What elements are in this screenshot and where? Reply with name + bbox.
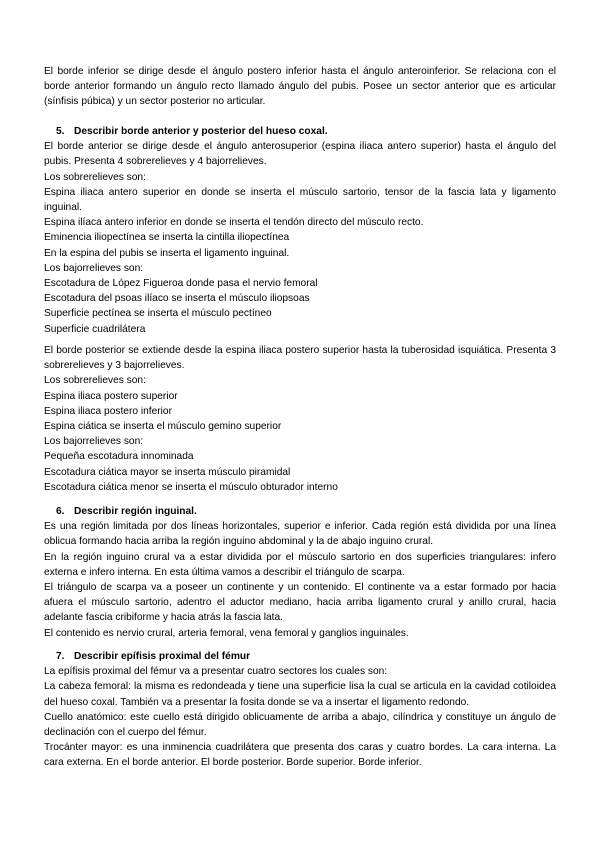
section-5-paragraph-2: El borde posterior se extiende desde la espina iliaca postero superior hasta la tuberosidad isquiática. Presenta 3 sobrerelieves y 3 bajorrelieves. (44, 345, 556, 372)
list-item: Pequeña escotadura innominada (44, 451, 194, 463)
section-6-number: 6. (56, 506, 65, 517)
section-7-paragraph-4: Trocánter mayor: es una inminencia cuadrilátera que presenta dos caras y cuatro bordes. La cara interna. La cara externa. En el borde anterior. El borde posterior. Borde superior. Borde inferior. (44, 742, 556, 769)
list-item: Espina iliaca postero inferior (44, 405, 172, 417)
list-item: Escotadura del psoas ilíaco se inserta el músculo iliopsoas (44, 293, 310, 305)
list-item: Escotadura ciática menor se inserta el músculo obturador interno (44, 481, 338, 493)
section-5-number: 5. (56, 126, 65, 137)
section-5-heading (44, 124, 556, 139)
list-item: Espina iliaca antero superior en donde se inserta el músculo sartorio, tensor de la fascia lata y ligamento inguinal. (44, 186, 556, 214)
section-7-paragraph-1: La epífisis proximal del fémur va a presentar cuatro sectores los cuales son: (44, 666, 388, 678)
section-6-paragraph-4: El contenido es nervio crural, arteria femoral, vena femoral y ganglios inguinales. (44, 627, 409, 639)
section-7-number: 7. (56, 651, 65, 662)
list-item: Espina ilíaca antero inferior en donde se inserta el tendón directo del músculo recto. (44, 217, 424, 229)
sobrerelieves-label: Los sobrerelieves son: (44, 375, 146, 387)
list-item: Escotadura de López Figueroa donde pasa el nervio femoral (44, 278, 318, 290)
section-7-title: Describir epífisis proximal del fémur (74, 651, 251, 662)
list-item: Eminencia iliopectínea se inserta la cintilla iliopectínea (44, 232, 290, 244)
section-6-paragraph-2: En la región inguino crural va a estar dividida por el músculo sartorio en dos superficies triangulares: infero externa e infero interna. En esta última vamos a describir el triángulo de scarpa. (44, 551, 556, 578)
sobrerelieves-label: Los sobrerelieves son: (44, 171, 146, 183)
section-5-paragraph-1: El borde anterior se dirige desde el ángulo anterosuperior (espina iliaca antero superior) hasta el ángulo del pubis. Presenta 4 sobrerelieves y 4 bajorrelieves. (44, 141, 556, 168)
section-7-paragraph-2: La cabeza femoral: la misma es redondeada y tiene una superficie lisa la cual se articula en la cavidad cotiloidea del hueso coxal. También va a presentar la fosita donde se va a insertar el ligamento redondo. (44, 681, 556, 708)
section-7-paragraph-3: Cuello anatómico: este cuello está dirigido oblicuamente de arriba a abajo, cilíndrica y constituye un ángulo de declinación con el cuerpo del fémur. (44, 711, 556, 739)
section-7-heading (44, 649, 556, 664)
list-item: Espina iliaca postero superior (44, 390, 178, 402)
bajorrelieves-label: Los bajorrelieves son: (44, 262, 144, 274)
intro-paragraph: El borde inferior se dirige desde el ángulo postero inferior hasta el ángulo anteroinferior. Se relaciona con el borde anterior formando un ángulo recto llamado ángulo del pubis. Posee un sector anterior que es articular (sínfisis púbica) y un sector posterior no articular. (44, 66, 556, 108)
intro-section (44, 64, 556, 110)
section-6-paragraph-1: Es una región limitada por dos líneas horizontales, superior e inferior. Cada región está dividida por una línea oblicua formando hacia arriba la región inguino abdominal y la de abajo inguino crural. (44, 521, 556, 548)
section-6-title: Describir región inguinal. (74, 506, 197, 517)
list-item: En la espina del pubis se inserta el ligamento inguinal. (44, 247, 290, 259)
bajorrelieves-label: Los bajorrelieves son: (44, 436, 144, 448)
section-5-posterior (44, 343, 556, 495)
section-6-paragraph-3: El triángulo de scarpa va a poseer un continente y un contenido. El continente va a estar formado por hacia afuera el músculo sartorio, adentro el aductor mediano, hacia arriba ligamento crural y anillo crural, hacia adelante fascia cribiforme y hacia atrás la fascia lata. (44, 582, 556, 624)
list-item: Superficie cuadrilátera (44, 323, 146, 335)
section-5 (44, 124, 556, 337)
section-5-title: Describir borde anterior y posterior del hueso coxal. (74, 126, 328, 137)
list-item: Espina ciática se inserta el músculo gemino superior (44, 421, 282, 433)
section-7 (44, 649, 556, 771)
list-item: Superficie pectínea se inserta el músculo pectíneo (44, 308, 272, 320)
list-item: Escotadura ciática mayor se inserta músculo piramidal (44, 466, 291, 478)
section-6 (44, 504, 556, 641)
section-6-heading (44, 504, 556, 519)
